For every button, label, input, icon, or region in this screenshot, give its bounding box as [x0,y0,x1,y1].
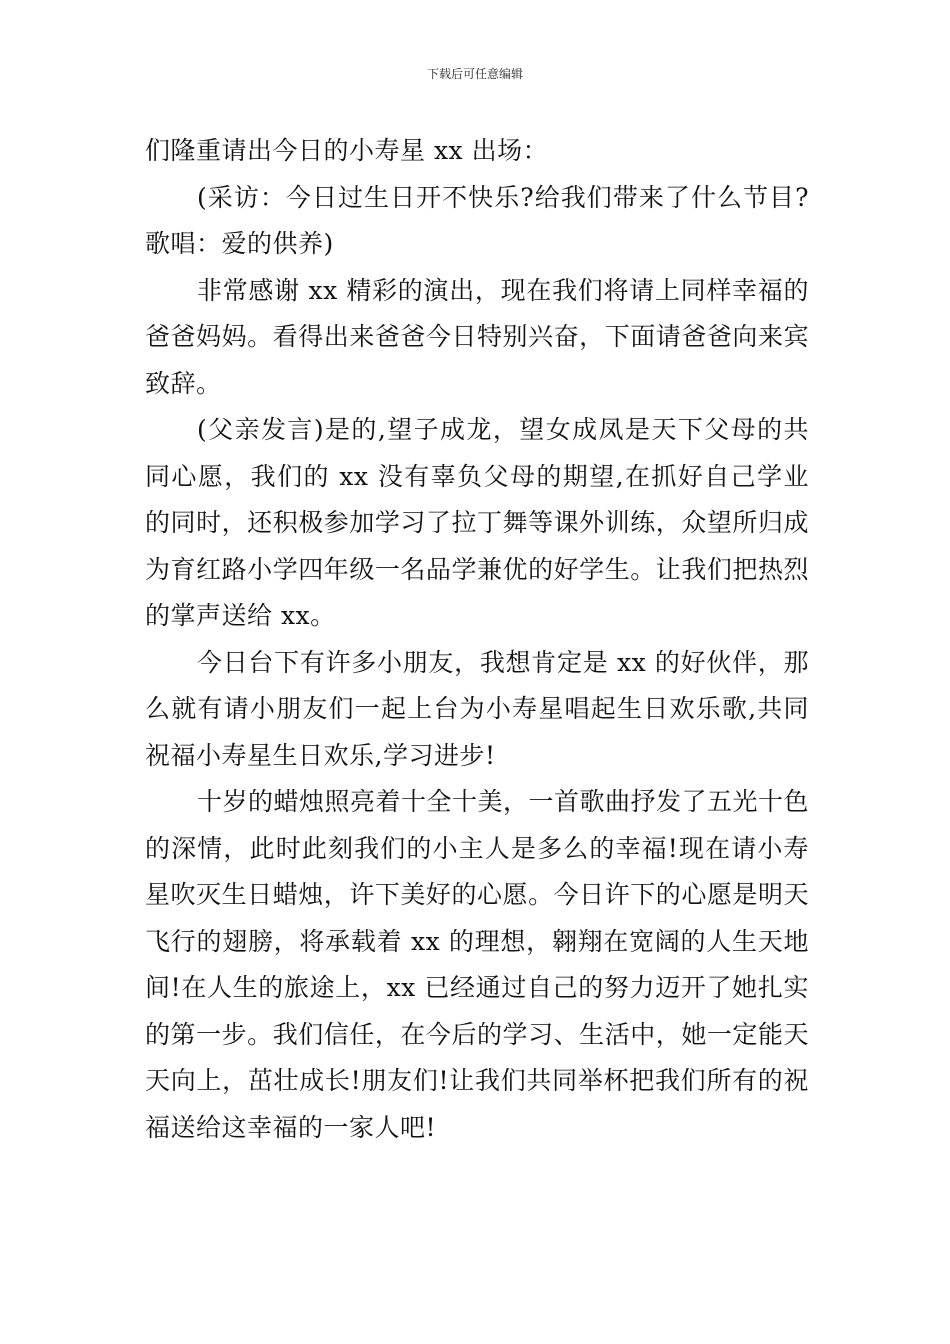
paragraph-interview-note: (采访：今日过生日开不快乐?给我们带来了什么节目?歌唱：爱的供养) [145,182,809,258]
document-body [145,128,809,1151]
paragraph-thanks: 非常感谢 xx 精彩的演出，现在我们将请上同样幸福的爸爸妈妈。看得出来爸爸今日特别兴奋，下面请爸爸向来宾致辞。 [145,275,809,398]
paragraph-friends-song: 今日台下有许多小朋友，我想肯定是 xx 的好伙伴，那么就有请小朋友们一起上台为小寿星唱起生日欢乐歌,共同祝福小寿星生日欢乐,学习进步! [145,647,809,770]
paragraph-candles-wish: 十岁的蜡烛照亮着十全十美，一首歌曲抒发了五光十色的深情，此时此刻我们的小主人是多么的幸福!现在请小寿星吹灭生日蜡烛，许下美好的心愿。今日许下的心愿是明天飞行的翅膀，将承载着 xx 的理想，翱翔在宽阔的人生天地间!在人生的旅途上，xx 已经通过自己的努力迈开了她扎实的第一步。我们信任，在今后的学习、生活中，她一定能天天向上，茁壮成长!朋友们!让我们共同举杯把我们所有的祝福送给这幸福的一家人吧! [145,787,810,1142]
page-header: 下载后可任意编辑 [426,67,523,81]
paragraph-father-speech: (父亲发言)是的,望子成龙，望女成凤是天下父母的共同心愿，我们的 xx 没有辜负父母的期望,在抓好自己学业的同时，还积极参加学习了拉丁舞等课外训练，众望所归成为育红路小学四年级一名品学兼优的好学生。让我们把热烈的掌声送给 xx。 [145,415,809,630]
paragraph-continuation: 们隆重请出今日的小寿星 xx 出场： [145,136,549,165]
